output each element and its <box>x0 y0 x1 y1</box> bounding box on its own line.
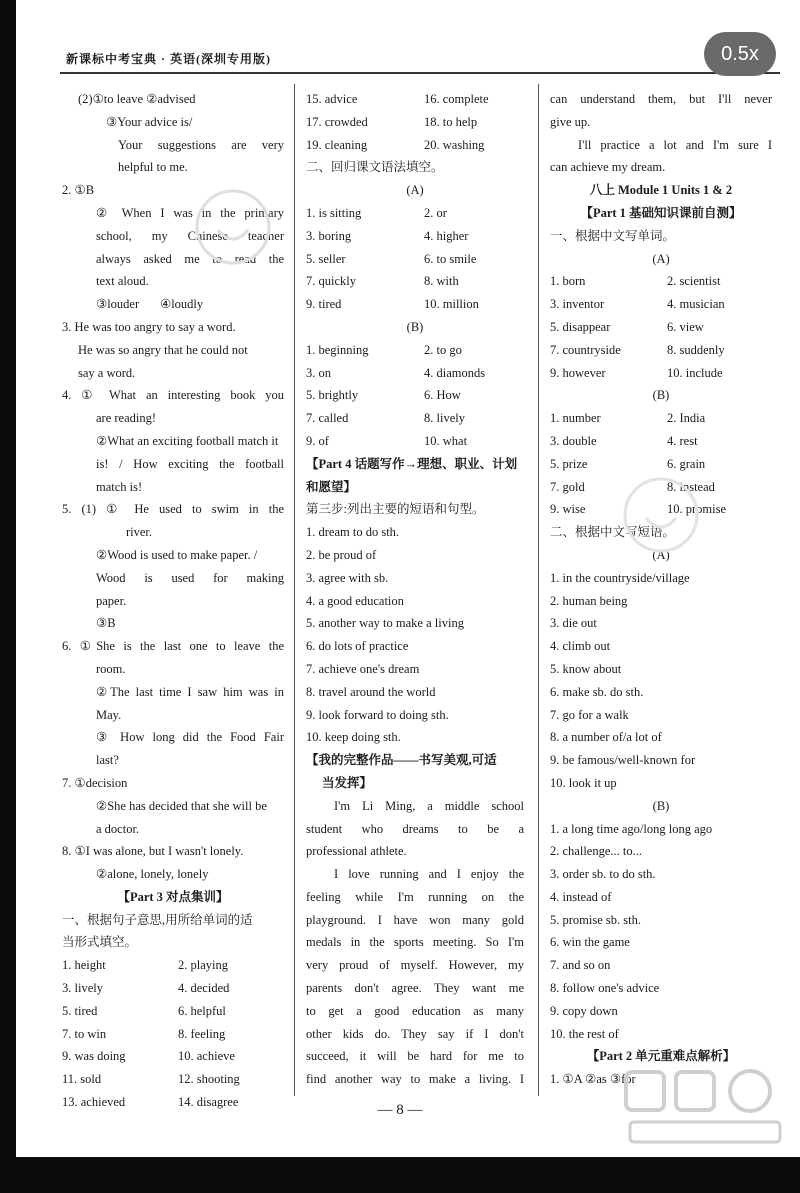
phrase-item: 10. look it up <box>550 775 617 790</box>
essay-line: playground. I have won many gold <box>306 912 524 927</box>
answer-item: 2. India <box>667 411 706 426</box>
subsection-label: (B) <box>652 798 670 813</box>
watermark-stamp-icon <box>188 182 278 272</box>
subsection-label: (A) <box>652 547 670 562</box>
answer-item: 7. to win <box>62 1026 107 1041</box>
answer-pair-row <box>550 339 772 362</box>
section-instruction: 二、根据中文写短语。 <box>550 525 676 540</box>
answer-column-3 <box>550 88 772 1091</box>
phrase-item: 5. another way to make a living <box>306 616 464 631</box>
answer-line: (2)①to leave ②advised <box>78 92 196 106</box>
subsection-label: (B) <box>652 388 670 403</box>
answer-pair-row <box>306 362 524 385</box>
answer-pair-row <box>62 977 284 1000</box>
answer-pair-row <box>550 270 772 293</box>
answer-item: 7. gold <box>550 479 585 494</box>
answer-pair-row <box>550 316 772 339</box>
phrase-item: 3. agree with sb. <box>306 570 389 585</box>
essay-line: give up. <box>550 114 591 129</box>
section-instruction: 一、根据句子意思,用所给单词的适 <box>62 912 253 927</box>
answer-line: ③ How long did the Food Fair <box>96 730 284 745</box>
answer-line: say a word. <box>78 365 136 380</box>
answer-item: 5. prize <box>550 456 588 471</box>
answer-pair-row <box>62 1023 284 1046</box>
answer-line: match is! <box>96 479 143 494</box>
subsection-label: (B) <box>406 319 424 334</box>
essay-line: to get a good education as many <box>306 1003 524 1018</box>
answer-pair-row <box>62 1000 284 1023</box>
answer-pair-row <box>306 225 524 248</box>
phrase-item: 5. know about <box>550 661 622 676</box>
section-heading: 【Part 2 单元重难点解析】 <box>586 1049 736 1064</box>
phrase-item: 8. a number of/a lot of <box>550 730 662 745</box>
watermark-logo-icon <box>620 1062 790 1152</box>
answer-item: 14. disagree <box>178 1095 239 1110</box>
phrase-item: 9. be famous/well-known for <box>550 753 696 768</box>
answer-item: 2. to go <box>424 342 462 357</box>
answer-line: are reading! <box>96 411 157 426</box>
section-heading: 和愿望】 <box>306 479 357 494</box>
answer-item: 12. shooting <box>178 1072 240 1087</box>
subsection-label: (A) <box>652 251 670 266</box>
section-heading: 【Part 1 基础知识课前自测】 <box>580 205 742 220</box>
answer-item: 4. rest <box>667 433 698 448</box>
phrase-item: 9. look forward to doing sth. <box>306 707 449 722</box>
answer-line: ③Your advice is/ <box>106 114 193 129</box>
essay-line: professional athlete. <box>306 844 407 859</box>
answer-item: 1. height <box>62 958 106 973</box>
phrase-item: 6. win the game <box>550 935 630 950</box>
answer-item: 5. disappear <box>550 319 611 334</box>
answer-pair-row <box>550 407 772 430</box>
answer-line: last? <box>96 753 119 768</box>
answer-pair-row <box>306 88 524 111</box>
answer-line: paper. <box>96 593 127 608</box>
section-heading: 【Part 4 话题写作→理想、职业、计划 <box>306 456 518 471</box>
answer-item: 1. is sitting <box>306 205 362 220</box>
essay-line: can achieve my dream. <box>550 160 666 175</box>
answer-pair-row <box>306 111 524 134</box>
answer-item: 6. view <box>667 319 704 334</box>
answer-item: 16. complete <box>424 92 489 106</box>
answer-item: 10. promise <box>667 502 727 517</box>
essay-line: I'll practice a lot and I'm sure I <box>578 137 772 152</box>
answer-item: 8. instead <box>667 479 715 494</box>
answer-item: 1. number <box>550 411 601 426</box>
phrase-item: 4. instead of <box>550 889 612 904</box>
answer-item: 8. feeling <box>178 1026 226 1041</box>
essay-line: find another way to make a living. I <box>306 1072 524 1087</box>
answer-item: 18. to help <box>424 114 478 129</box>
phrase-item: 5. promise sb. sth. <box>550 912 641 927</box>
answer-line: ②What an exciting football match it <box>96 433 279 448</box>
phrase-item: 4. climb out <box>550 639 611 654</box>
answer-item: 2. scientist <box>667 274 721 289</box>
answer-item: 17. crowded <box>306 114 368 129</box>
phrase-item: 4. a good education <box>306 593 404 608</box>
answer-pair-row <box>306 202 524 225</box>
essay-line: I'm Li Ming, a middle school <box>334 798 524 813</box>
answer-line: a doctor. <box>96 821 140 836</box>
section-instruction: 第三步:列出主要的短语和句型。 <box>306 502 485 517</box>
answer-item: ④loudly <box>160 297 204 312</box>
answer-item: ③louder <box>96 297 140 312</box>
answer-pair-row <box>306 134 524 157</box>
phrase-item: 8. travel around the world <box>306 684 436 699</box>
phrase-item: 7. achieve one's dream <box>306 661 420 676</box>
phrase-item: 6. make sb. do sth. <box>550 684 644 699</box>
essay-line: I love running and I enjoy the <box>334 867 524 882</box>
phrase-list <box>306 521 524 749</box>
answer-line: 3. He was too angry to say a word. <box>62 319 236 334</box>
answer-item: 2. or <box>424 205 447 220</box>
phrase-item: 10. the rest of <box>550 1026 619 1041</box>
phrase-item: 3. die out <box>550 616 597 631</box>
answer-line: 5. (1) ① He used to swim in the <box>62 502 284 517</box>
section-heading: 【Part 3 对点集训】 <box>117 889 229 904</box>
section-instruction: 当形式填空。 <box>62 935 138 950</box>
essay-line: medals in the sports meeting. So I'm <box>306 935 524 950</box>
answer-item: 3. boring <box>306 228 352 243</box>
phrase-item: 7. and so on <box>550 958 611 973</box>
answer-line: 2. ①B <box>62 183 95 198</box>
column-divider-2 <box>538 84 539 1096</box>
answer-line: ② When I was in the primary <box>96 205 284 220</box>
essay-line: other kids do. They say if I don't <box>306 1026 524 1041</box>
answer-item: 19. cleaning <box>306 137 368 152</box>
answer-item: 8. with <box>424 274 459 289</box>
answer-line: river. <box>126 525 153 540</box>
essay-line: succeed, it will be hard for me to <box>306 1049 524 1064</box>
answer-line: 1. ①A ②as ③for <box>550 1072 636 1087</box>
answer-line: ②She has decided that she will be <box>96 798 267 813</box>
answer-line: May. <box>96 707 122 722</box>
phrase-item: 2. human being <box>550 593 628 608</box>
answer-item: 15. advice <box>306 92 358 106</box>
answer-item: 9. was doing <box>62 1049 126 1064</box>
answer-line: 4. ① What an interesting book you <box>62 388 284 403</box>
subsection-label: (A) <box>406 183 424 198</box>
answer-line: helpful to me. <box>118 160 188 175</box>
answer-item: 4. higher <box>424 228 469 243</box>
answer-item: 10. what <box>424 433 468 448</box>
answer-item: 7. countryside <box>550 342 621 357</box>
answer-item: 3. lively <box>62 981 103 996</box>
answer-item: 3. double <box>550 433 597 448</box>
answer-pair-row <box>306 384 524 407</box>
answer-item: 9. wise <box>550 502 586 517</box>
answer-line <box>62 293 284 316</box>
answer-item: 2. playing <box>178 958 228 973</box>
answer-line: ②The last time I saw him was in <box>96 684 284 699</box>
answer-line: is! / How exciting the football <box>96 456 284 471</box>
answer-item: 6. grain <box>667 456 706 471</box>
answer-item: 7. quickly <box>306 274 356 289</box>
module-heading: 八上 Module 1 Units 1 & 2 <box>589 183 733 198</box>
answer-item: 8. lively <box>424 411 465 426</box>
answer-item: 5. brightly <box>306 388 359 403</box>
answer-pairs-list <box>306 88 524 156</box>
answer-pair-row <box>550 430 772 453</box>
answer-line: always asked me to read the <box>96 251 284 266</box>
answer-line: Wood is used for making <box>96 570 284 585</box>
phrase-item: 7. go for a walk <box>550 707 629 722</box>
answer-item: 4. musician <box>667 297 725 312</box>
answer-pair-row <box>306 270 524 293</box>
answer-line: 8. ①I was alone, but I wasn't lonely. <box>62 844 244 859</box>
answer-column-2 <box>306 88 524 1091</box>
zoom-level-badge[interactable]: 0.5x <box>704 32 776 76</box>
answer-pairs-list <box>306 339 524 453</box>
phrase-item: 2. be proud of <box>306 547 377 562</box>
answer-pair-row <box>306 248 524 271</box>
answer-pair-row <box>62 954 284 977</box>
column-divider-1 <box>294 84 295 1096</box>
answer-item: 3. inventor <box>550 297 605 312</box>
answer-item: 10. include <box>667 365 723 380</box>
phrase-item: 1. a long time ago/long long ago <box>550 821 713 836</box>
answer-line: text aloud. <box>96 274 149 289</box>
answer-pair-row <box>550 362 772 385</box>
answer-item: 9. however <box>550 365 606 380</box>
answer-pair-row <box>306 407 524 430</box>
phrase-item: 9. copy down <box>550 1003 618 1018</box>
phrase-item: 1. dream to do sth. <box>306 525 400 540</box>
answer-item: 6. to smile <box>424 251 477 266</box>
answer-item: 8. suddenly <box>667 342 725 357</box>
answer-item: 4. diamonds <box>424 365 486 380</box>
answer-line: Your suggestions are very <box>118 137 284 152</box>
header-rule <box>60 72 780 74</box>
answer-item: 5. seller <box>306 251 346 266</box>
essay-line: very proud of myself. However, my <box>306 958 524 973</box>
phrase-list <box>550 567 772 795</box>
answer-pairs-list <box>62 954 284 1114</box>
answer-pairs-list <box>550 270 772 384</box>
answer-item: 3. on <box>306 365 331 380</box>
left-page-edge <box>0 0 16 1160</box>
answer-line: ②alone, lonely, lonely <box>96 867 209 882</box>
answer-item: 9. of <box>306 433 329 448</box>
answer-line: 6. ①She is the last one to leave the <box>62 639 284 654</box>
phrase-item: 3. order sb. to do sth. <box>550 867 656 882</box>
answer-item: 10. achieve <box>178 1049 235 1064</box>
answer-line: He was so angry that he could not <box>78 342 248 357</box>
answer-line: 7. ①decision <box>62 775 128 790</box>
watermark-stamp-icon <box>616 470 706 560</box>
bottom-page-edge <box>0 1157 800 1193</box>
phrase-item: 8. follow one's advice <box>550 981 660 996</box>
phrase-item: 6. do lots of practice <box>306 639 409 654</box>
section-instruction: 一、根据中文写单词。 <box>550 228 676 243</box>
answer-item: 13. achieved <box>62 1095 126 1110</box>
phrase-item: 1. in the countryside/village <box>550 570 690 585</box>
answer-line: ③B <box>96 616 116 631</box>
section-heading: 当发挥】 <box>322 775 373 790</box>
answer-item: 1. beginning <box>306 342 369 357</box>
answer-line: ②Wood is used to make paper. / <box>96 547 258 562</box>
phrase-list <box>550 818 772 1046</box>
answer-item: 20. washing <box>424 137 485 152</box>
answer-line: school, my Chinese teacher <box>96 228 284 243</box>
essay-line: can understand them, but I'll never <box>550 92 772 106</box>
answer-item: 7. called <box>306 411 349 426</box>
answer-item: 5. tired <box>62 1003 98 1018</box>
answer-pairs-list <box>306 202 524 316</box>
answer-item: 6. helpful <box>178 1003 226 1018</box>
answer-pair-row <box>306 430 524 453</box>
answer-pair-row <box>62 1068 284 1091</box>
answer-item: 10. million <box>424 297 479 312</box>
answer-pair-row <box>550 293 772 316</box>
book-header-title: 新课标中考宝典 · 英语(深圳专用版) <box>66 52 271 66</box>
essay-line: parents don't agree. They want me <box>306 981 524 996</box>
answer-item: 4. decided <box>178 981 230 996</box>
section-instruction: 二、回归课文语法填空。 <box>306 160 444 175</box>
answer-item: 1. born <box>550 274 586 289</box>
phrase-item: 2. challenge... to... <box>550 844 642 859</box>
answer-item: 11. sold <box>62 1072 102 1087</box>
essay-line: student who dreams to be a <box>306 821 524 836</box>
phrase-item: 10. keep doing sth. <box>306 730 401 745</box>
page-number: — 8 — <box>0 1102 800 1119</box>
answer-pair-row <box>306 293 524 316</box>
answer-pair-row <box>62 1045 284 1068</box>
answer-pair-row <box>306 339 524 362</box>
answer-item: 6. How <box>424 388 461 403</box>
answer-item: 9. tired <box>306 297 342 312</box>
section-heading: 【我的完整作品——书写美观,可适 <box>306 753 497 768</box>
essay-line: feeling while I'm running on the <box>306 889 524 904</box>
answer-line: room. <box>96 661 126 676</box>
